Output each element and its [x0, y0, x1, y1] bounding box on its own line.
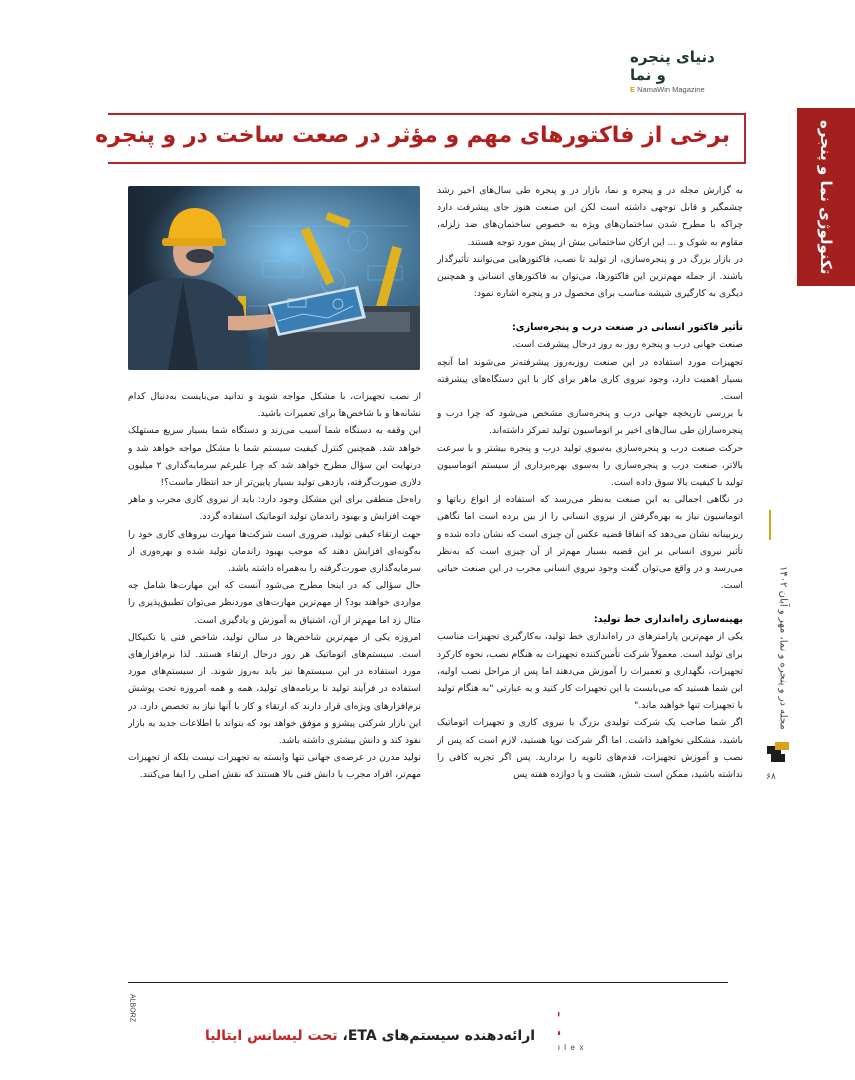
alborz-vertical-mark: ALBORZ [128, 994, 136, 1023]
paragraph: این وقفه به دستگاه شما آسیب می‌زند و دستگاه شما بسیار سریع مستهلک خواهد شد. همچنین کنترل کیفیت سیستم شما با مشکل مواجه خواهد شد و درنهایت این سؤال مطرح خواهد شد که چرا علیرغم سرمایه‌گذاری ۲ میلیون دلاری صورت‌گرفته، بازدهی تولید بسیار پایین‌تر از حد انتظار ماست؟! [128, 425, 421, 489]
paragraph: جهت ارتقاء کیفی تولید، ضروری است شرکت‌ها مهارت نیروهای کاری خود را به‌گونه‌ای افزایش دهند که موجب بهبود راندمان تولید شده و بهره‌وری از سرمایه‌گذاری صورت‌گرفته را به‌همراه داشته باشد. [128, 528, 421, 575]
footer-divider [128, 982, 728, 983]
paragraph: یکی از مهم‌ترین پارامترهای در راه‌اندازی خط تولید، به‌کارگیری تجهیزات مناسب برای تولید است. معمولاً شرکت تأمین‌کننده تجهیزات به هنگام نصب، نحوه کارکرد تجهیزات، نگهداری و تعمیرات را آموزش می‌دهند اما پس از مراحل نصب اولیه، این شما هستید که می‌بایست با این تجهیزات کار کنید و به عبارتی "به هنگام تولید با تجهیزات تنها خواهید ماند." [437, 631, 743, 712]
section-heading: تأثیر فاکتور انسانی در صنعت درب و پنجره‌سازی: [511, 322, 743, 334]
paragraph: به گزارش مجله در و پنجره و نما، بازار در و پنجره طی سال‌های اخیر رشد چشمگیر و قابل توجهی داشته است لکن این صنعت هنوز جای پیشرفت دارد چراکه با مطرح شدن ساختمان‌های ویژه به خصوص ساختمان‌های ضد زلزله، مقاوم به شوک و ... این ارکان ساختمانی بیش از پیش مورد توجه هستند. [437, 185, 743, 248]
spacer [437, 594, 743, 611]
section-heading: بهینه‌سازی راه‌اندازی خط تولید: [593, 614, 743, 626]
paragraph: با بررسی تاریخچه جهانی درب و پنجره‌سازی مشخص می‌شود که چرا درب و پنجره‌سازان طی سال‌های اخیر بر اتوماسیون تولید تمرکز داشته‌اند. [437, 408, 743, 437]
alborz-logo [558, 1004, 733, 1056]
article-title: برخی از فاکتورهای مهم و مؤثر در صعت ساخت در و پنجره [95, 123, 730, 148]
window-icon [763, 740, 793, 766]
article-column-right [437, 182, 743, 962]
footer-text-before: ارائه‌دهنده سیستم‌های [381, 1028, 536, 1044]
spacer [437, 302, 743, 319]
footer-tagline [190, 1028, 550, 1044]
paragraph: در بازار بزرگ در و پنجره‌سازی، از تولید تا نصب، فاکتورهایی می‌توانند تأثیرگذار باشند. از جمله مهم‌ترین این فاکتورها، می‌توان به فاکتورهای انسانی و همچنین دیگری به کارگیری شیشه مناسب برای محصول در و پنجره اشاره نمود: [437, 253, 743, 300]
logo-word [558, 1005, 562, 1042]
factory-illustration [128, 186, 420, 370]
magazine-logo [630, 48, 720, 94]
footer-brand: ETA، [342, 1028, 377, 1044]
paragraph: راه‌حل منطقی برای این مشکل وجود دارد: باید از نیروی کاری مجرب و ماهر جهت افزایش و بهبود راندمان تولید اتوماتیک استفاده گردد. [128, 494, 421, 523]
paragraph: اگر شما صاحب یک شرکت تولیدی بزرگ با نیروی کاری و تجهیزات اتوماتیک باشید، مشکلی نخواهید داشت. اما اگر شرکت نوپا هستید، لازم است که پس از نصب و آموزش تجهیزات، قدم‌های ثانویه را بردارید. پس اگر تجربه کافی را نداشته باشید، ممکن است شش، هشت و یا دوازده هفته پس [437, 717, 743, 781]
magazine-issue-line [771, 540, 795, 730]
paragraph: از نصب تجهیزات، با مشکل مواجه شوید و ندانید می‌بایست به‌دنبال کدام نشانه‌ها و با شاخص‌ها برای تعمیرات باشید. [128, 391, 421, 420]
article-column-left [128, 388, 421, 960]
paragraph: صنعت جهانی درب و پنجره روز به روز درحال پیشرفت است. [512, 339, 743, 351]
section-tab-label: تکنولوژی نما و پنجره [817, 119, 835, 275]
paragraph: تولید مدرن در عرصه‌ی جهانی تنها وابسته به تجهیزات نیست بلکه از تجهیزات مهم‌تر، افراد مجرب با دانش فنی بالا هستند که نقش اصلی را ایفا می‌کنند. [128, 752, 421, 781]
magazine-issue-text: مجله در و پنجره و نما، مهر و آبان ۱۴۰۲ [777, 566, 789, 730]
footer-accent: تحت لیسانس ایتالیا [204, 1028, 338, 1044]
paragraph: امروزه یکی از مهم‌ترین شاخص‌ها در سالن تولید، شاخص فنی یا تکنیکال است. سیستم‌های اتوماتیک هر روز درحال ارتقاء هستند. لذا نرم‌افزارهای مورد استفاده در این سیستم‌ها نیز باید به‌روز شوند. از سیستم‌های مورد استفاده در فرآیند تولید تا برنامه‌های تولید، همه و همه امروزه تحت پوشش نرم‌افزارهای ویژه‌ای قرار دارند که ارتقاء و کار با آنها نیاز به تخصص دارد. در این بازار شرکتی پیشرو و موفق خواهد بود که بتواند با اطلاعات جدید به بازار نفوذ کند و دانش بیشتری داشته باشد. [128, 631, 421, 747]
section-tab [797, 108, 855, 286]
paragraph: تجهیزات مورد استفاده در این صنعت روزبه‌روز پیشرفته‌تر می‌شوند اما آنچه بسیار اهمیت دارد، وجود نیروی کاری ماهر برای کار با این دستگاه‌های پیشرفته است. [437, 356, 743, 403]
factory-photo [128, 186, 420, 370]
paragraph: در نگاهی اجمالی به این صنعت به‌نظر می‌رسد که استفاده از انواع رباتها و اتوماسیون نیاز به بهره‌گرفتن از نیروی انسانی را از بین برده است اما نگاهی ریزبینانه نشان می‌دهد که اتفاقا قضیه عکس آن چیزی است که نشان داده شده و تأثیر نیروی انسانی بر این قضیه بسیار مهم‌تر از آن چیزی است که به‌نظر می‌رسد و در واقع می‌توان گفت وجود نیروی انسانی مجرب در این صنعت حیاتی است. [437, 494, 743, 592]
logo-subtitle: E NamaWin Magazine [630, 85, 705, 94]
page-number: ۶۸ [766, 772, 776, 782]
paragraph: حرکت صنعت درب و پنجره‌سازی به‌سوی تولید درب و پنجره بیشتر و با سرعت بالاتر، صنعت درب و پنجره‌سازی را به‌سوی بهره‌برداری از سیستم اتوماسیون تولید با کیفیت بالا سوق داده است. [437, 442, 743, 489]
logo-title: دنیای پنجره و نما [630, 48, 715, 84]
margin-rule [769, 510, 771, 540]
logo-sub: plex [558, 1043, 588, 1052]
paragraph: حال سؤالی که در اینجا مطرح می‌شود آنست که این مهارت‌ها شامل چه مواردی خواهند بود؟ از مهم‌ترین مهارت‌های مورد‌نظر می‌توان تطبیق‌پذیری را مثال زد اما مهم‌تر از آن، اشتیاق به آموزش و یادگیری است. [128, 580, 421, 626]
title-frame [95, 113, 746, 164]
